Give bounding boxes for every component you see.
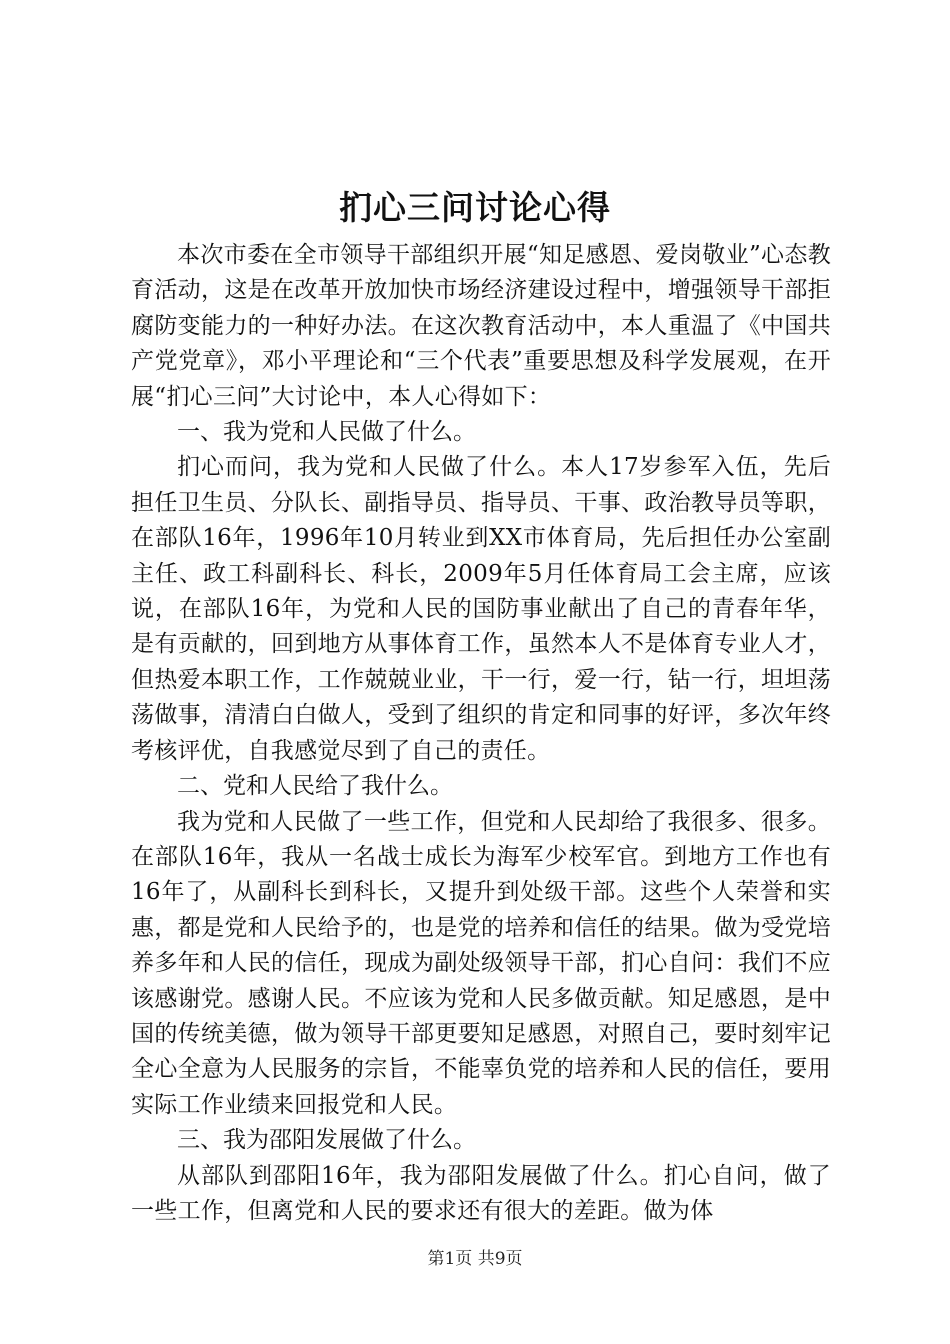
section-paragraph-1: 扪心而问，我为党和人民做了什么。本人17岁参军入伍，先后担任卫生员、分队长、副指导员、指导员、干事、政治教导员等职，在部队16年，1996年10月转业到XX市体育局，先后担任办公室副主任、政工科副科长、科长，2009年5月任体育局工会主席，应该说，在部队16年，为党和人民的国防事业献出了自己的青春年华，是有贡献的，回到地方从事体育工作，虽然本人不是体育专业人才，但热爱本职工作，工作兢兢业业，干一行，爱一行，钻一行，坦坦荡荡做事，清清白白做人，受到了组织的肯定和同事的好评，多次年终考核评优，自我感觉尽到了自己的责任。 (131, 454, 831, 764)
section-paragraph-3: 从部队到邵阳16年，我为邵阳发展做了什么。扪心自问，做了一些工作，但离党和人民的要求还有很大的差距。做为体 (131, 1162, 831, 1224)
document-title: 扪心三问讨论心得 (339, 188, 611, 227)
intro-paragraph: 本次市委在全市领导干部组织开展“知足感恩、爱岗敬业”心态教育活动，这是在改革开放加快市场经济建设过程中，增强领导干部拒腐防变能力的一种好办法。在这次教育活动中，本人重温了《中国共产党党章》，邓小平理论和“三个代表”重要思想及科学发展观，在开展“扪心三问”大讨论中，本人心得如下： (131, 242, 831, 410)
section-paragraph-2: 我为党和人民做了一些工作，但党和人民却给了我很多、很多。在部队16年，我从一名战士成长为海军少校军官。到地方工作也有16年了，从副科长到科长，又提升到处级干部。这些个人荣誉和实惠，都是党和人民给予的，也是党的培养和信任的结果。做为受党培养多年和人民的信任，现成为副处级领导干部，扪心自问：我们不应该感谢党。感谢人民。不应该为党和人民多做贡献。知足感恩，是中国的传统美德，做为领导干部更要知足感恩，对照自己，要时刻牢记全心全意为人民服务的宗旨，不能辜负党的培养和人民的信任，要用实际工作业绩来回报党和人民。 (131, 808, 831, 1118)
document-body (131, 238, 831, 1229)
page-footer: 第1页 共9页 (427, 1249, 523, 1269)
section-heading-1: 一、我为党和人民做了什么。 (177, 419, 476, 446)
section-heading-3: 三、我为邵阳发展做了什么。 (177, 1127, 476, 1154)
section-heading-2: 二、党和人民给了我什么。 (177, 773, 453, 800)
